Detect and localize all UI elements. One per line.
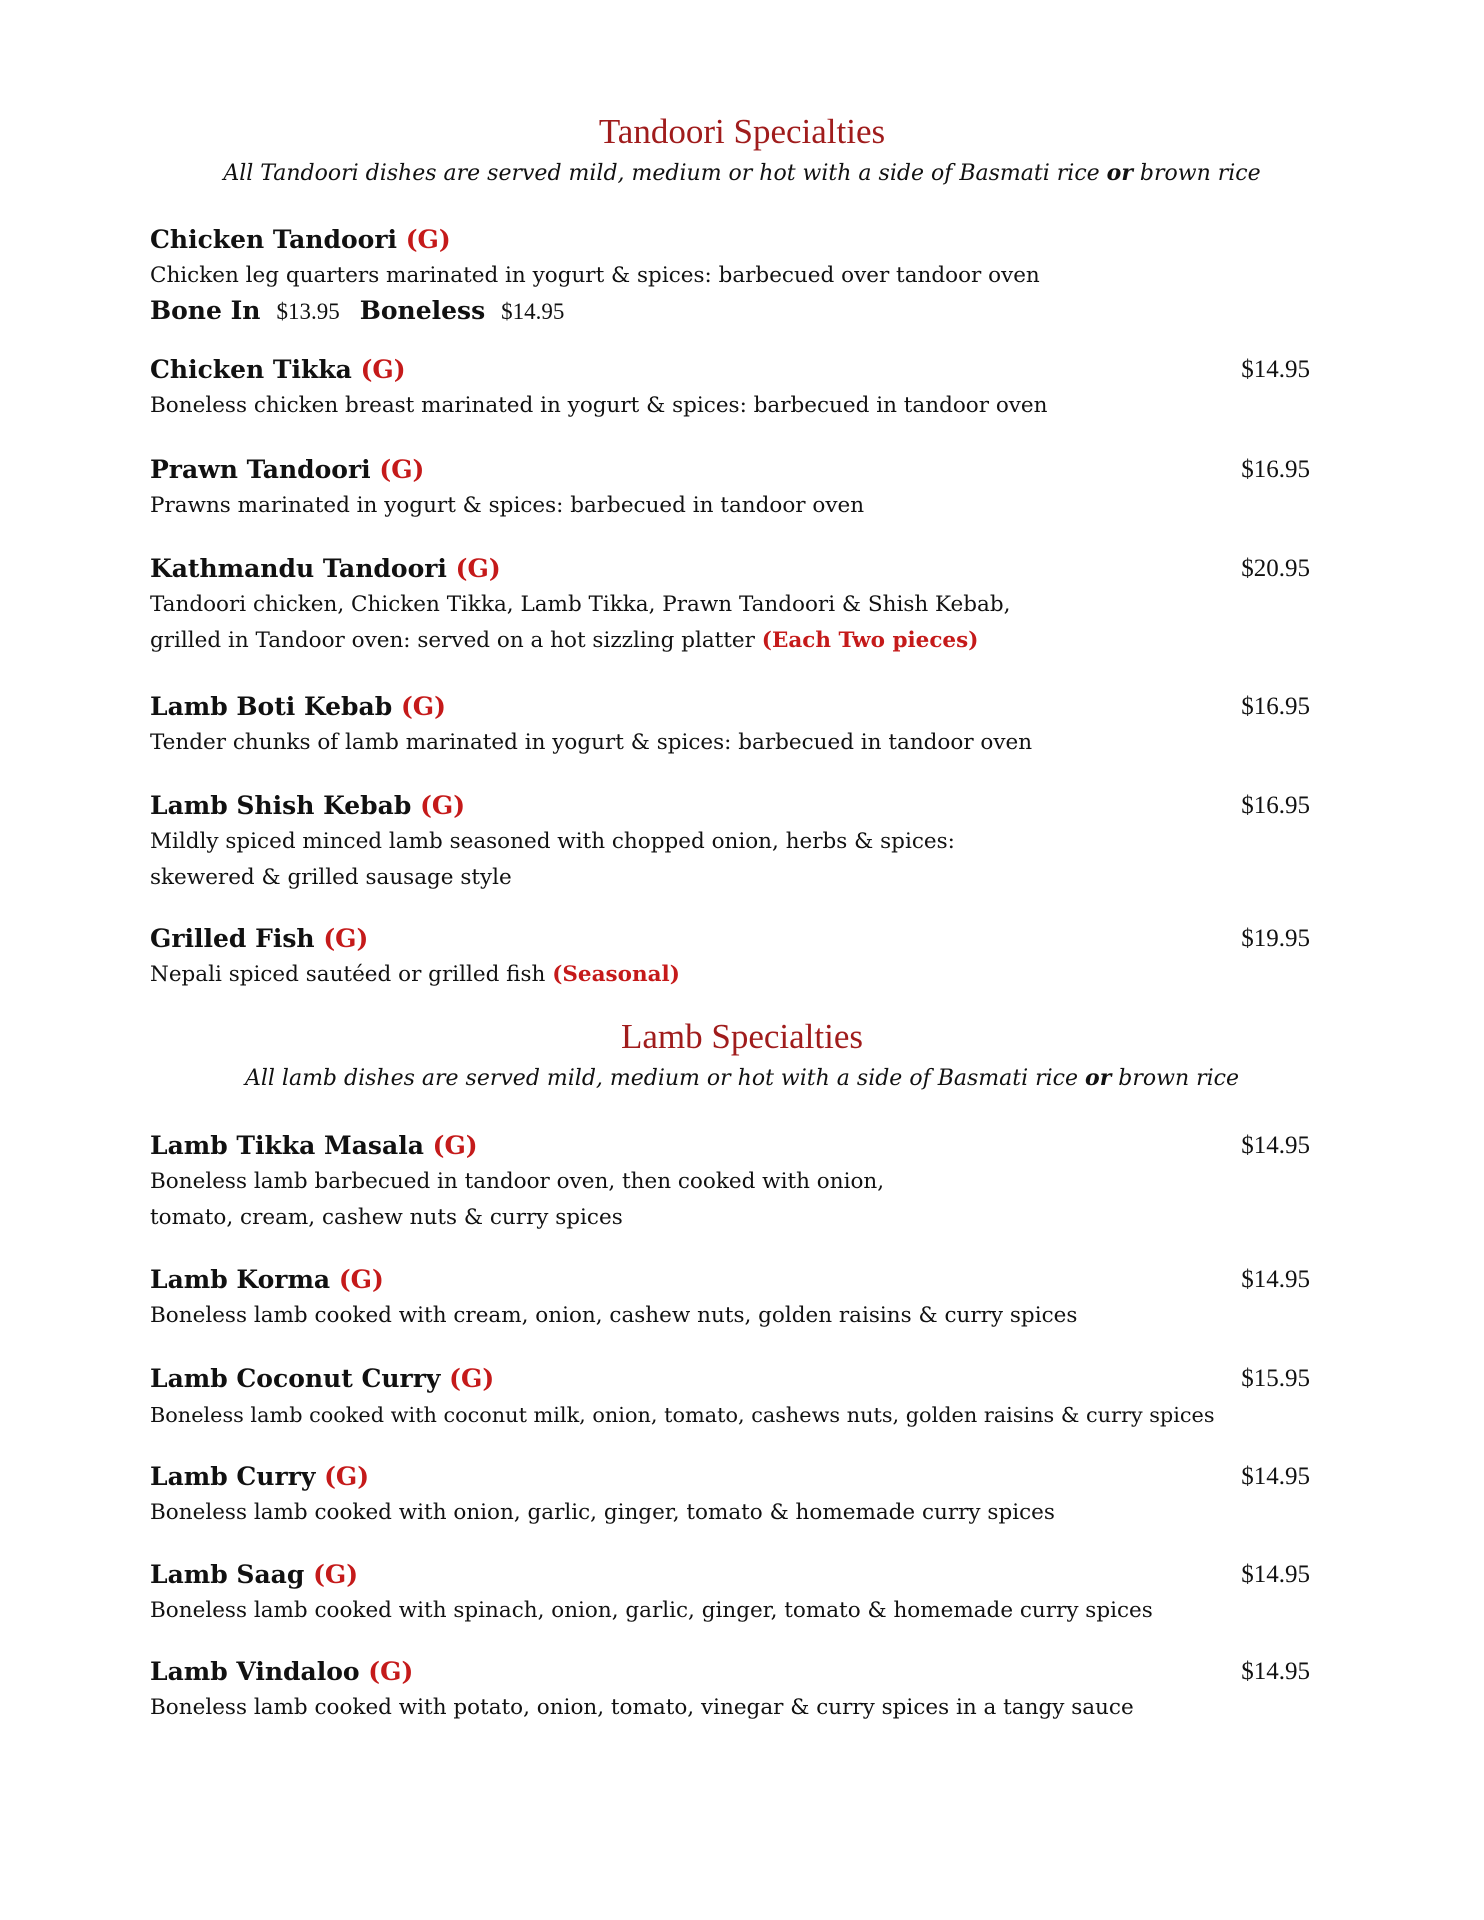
- item-description: Boneless lamb cooked with onion, garlic, ginger, tomato & homemade curry spices: [150, 1500, 1055, 1525]
- item-description: Boneless lamb cooked with potato, onion, tomato, vinegar & curry spices in a tangy sauce: [150, 1695, 1134, 1720]
- section-heading-tandoori: Tandoori Specialties: [598, 112, 886, 151]
- gluten-free-tag: (G): [338, 1265, 384, 1294]
- section-intro-lamb: [0, 1065, 1484, 1091]
- menu-item: [150, 1459, 1310, 1531]
- item-price: $20.95: [1241, 555, 1310, 582]
- item-description-line2: grilled in Tandoor oven: served on a hot sizzling platter (Each Two pieces): [150, 628, 979, 653]
- intro-text-end: brown rice: [1132, 161, 1261, 186]
- item-price: $15.95: [1241, 1365, 1310, 1392]
- item-description: Chicken leg quarters marinated in yogurt & spices: barbecued over tandoor oven: [150, 263, 1040, 288]
- item-description: Boneless lamb cooked with cream, onion, cashew nuts, golden raisins & curry spices: [150, 1303, 1078, 1328]
- section-intro-tandoori: [0, 160, 1484, 186]
- item-name: Chicken Tikka (G): [150, 355, 406, 384]
- menu-item: [150, 1557, 1310, 1629]
- item-price: $14.95: [1241, 1132, 1310, 1159]
- item-price: $19.95: [1241, 925, 1310, 952]
- menu-item: [150, 921, 1310, 993]
- item-name: Kathmandu Tandoori (G): [150, 554, 501, 583]
- item-description: Nepali spiced sautéed or grilled fish (Seasonal): [150, 962, 680, 987]
- item-name: Grilled Fish (G): [150, 924, 369, 953]
- option-price: $14.95: [501, 299, 565, 324]
- item-name: Lamb Korma (G): [150, 1265, 384, 1294]
- item-description: Boneless lamb cooked with coconut milk, onion, tomato, cashews nuts, golden raisins & curry spices: [150, 1403, 1215, 1427]
- item-name: Prawn Tandoori (G): [150, 455, 425, 484]
- intro-text: All Tandoori dishes are served mild, medium or hot with a side of Basmati rice: [223, 161, 1107, 186]
- menu-item: [150, 689, 1310, 761]
- menu-item: [150, 1361, 1310, 1433]
- item-name: Lamb Boti Kebab (G): [150, 692, 446, 721]
- item-name: Chicken Tandoori (G): [150, 225, 451, 254]
- item-note: (Seasonal): [552, 962, 680, 987]
- option-label: Boneless: [359, 296, 486, 325]
- item-description: Tandoori chicken, Chicken Tikka, Lamb Tikka, Prawn Tandoori & Shish Kebab,: [150, 592, 1011, 617]
- intro-text: All lamb dishes are served mild, medium or hot with a side of Basmati rice: [244, 1066, 1086, 1091]
- item-price: $16.95: [1241, 792, 1310, 819]
- item-description: Boneless chicken breast marinated in yogurt & spices: barbecued in tandoor oven: [150, 393, 1048, 418]
- item-name: Lamb Coconut Curry (G): [150, 1364, 495, 1393]
- item-description-line2: skewered & grilled sausage style: [150, 865, 512, 890]
- menu-item: [150, 1262, 1310, 1334]
- gluten-free-tag: (G): [420, 791, 466, 820]
- item-name: Lamb Curry (G): [150, 1462, 370, 1491]
- item-price: $14.95: [1241, 1266, 1310, 1293]
- menu-item: [150, 1128, 1310, 1236]
- item-description: Prawns marinated in yogurt & spices: barbecued in tandoor oven: [150, 493, 865, 518]
- gluten-free-tag: (G): [455, 554, 501, 583]
- item-description: Mildly spiced minced lamb seasoned with chopped onion, herbs & spices:: [150, 829, 955, 854]
- gluten-free-tag: (G): [360, 355, 406, 384]
- gluten-free-tag: (G): [324, 1462, 370, 1491]
- gluten-free-tag: (G): [405, 225, 451, 254]
- item-price: $16.95: [1241, 693, 1310, 720]
- item-description-line2: tomato, cream, cashew nuts & curry spices: [150, 1205, 623, 1230]
- item-name: Lamb Vindaloo (G): [150, 1657, 414, 1686]
- menu-item: [150, 222, 1310, 329]
- item-price: $14.95: [1241, 356, 1310, 383]
- gluten-free-tag: (G): [449, 1364, 495, 1393]
- item-name: Lamb Shish Kebab (G): [150, 791, 466, 820]
- menu-item: [150, 551, 1310, 659]
- item-price: $14.95: [1241, 1561, 1310, 1588]
- item-note: (Each Two pieces): [761, 628, 979, 653]
- item-options: [150, 294, 1310, 329]
- option-label: Bone In: [150, 296, 261, 325]
- menu-item: [150, 352, 1310, 424]
- gluten-free-tag: (G): [379, 455, 425, 484]
- menu-item: [150, 1654, 1310, 1726]
- item-description: Boneless lamb cooked with spinach, onion, garlic, ginger, tomato & homemade curry spices: [150, 1598, 1153, 1623]
- gluten-free-tag: (G): [432, 1131, 478, 1160]
- intro-or: or: [1106, 160, 1133, 186]
- item-name: Lamb Tikka Masala (G): [150, 1131, 478, 1160]
- item-description: Boneless lamb barbecued in tandoor oven, then cooked with onion,: [150, 1169, 885, 1194]
- item-price: $16.95: [1241, 456, 1310, 483]
- gluten-free-tag: (G): [400, 692, 446, 721]
- item-name: Lamb Saag (G): [150, 1560, 359, 1589]
- item-price: $14.95: [1241, 1463, 1310, 1490]
- item-description: Tender chunks of lamb marinated in yogurt & spices: barbecued in tandoor oven: [150, 730, 1033, 755]
- item-price: $14.95: [1241, 1658, 1310, 1685]
- option-price: $13.95: [276, 299, 340, 324]
- menu-item: [150, 452, 1310, 524]
- gluten-free-tag: (G): [313, 1560, 359, 1589]
- gluten-free-tag: (G): [323, 924, 369, 953]
- gluten-free-tag: (G): [368, 1657, 414, 1686]
- menu-item: [150, 788, 1310, 896]
- intro-or: or: [1085, 1065, 1112, 1091]
- intro-text-end: brown rice: [1111, 1066, 1240, 1091]
- section-heading-lamb: Lamb Specialties: [620, 1017, 863, 1056]
